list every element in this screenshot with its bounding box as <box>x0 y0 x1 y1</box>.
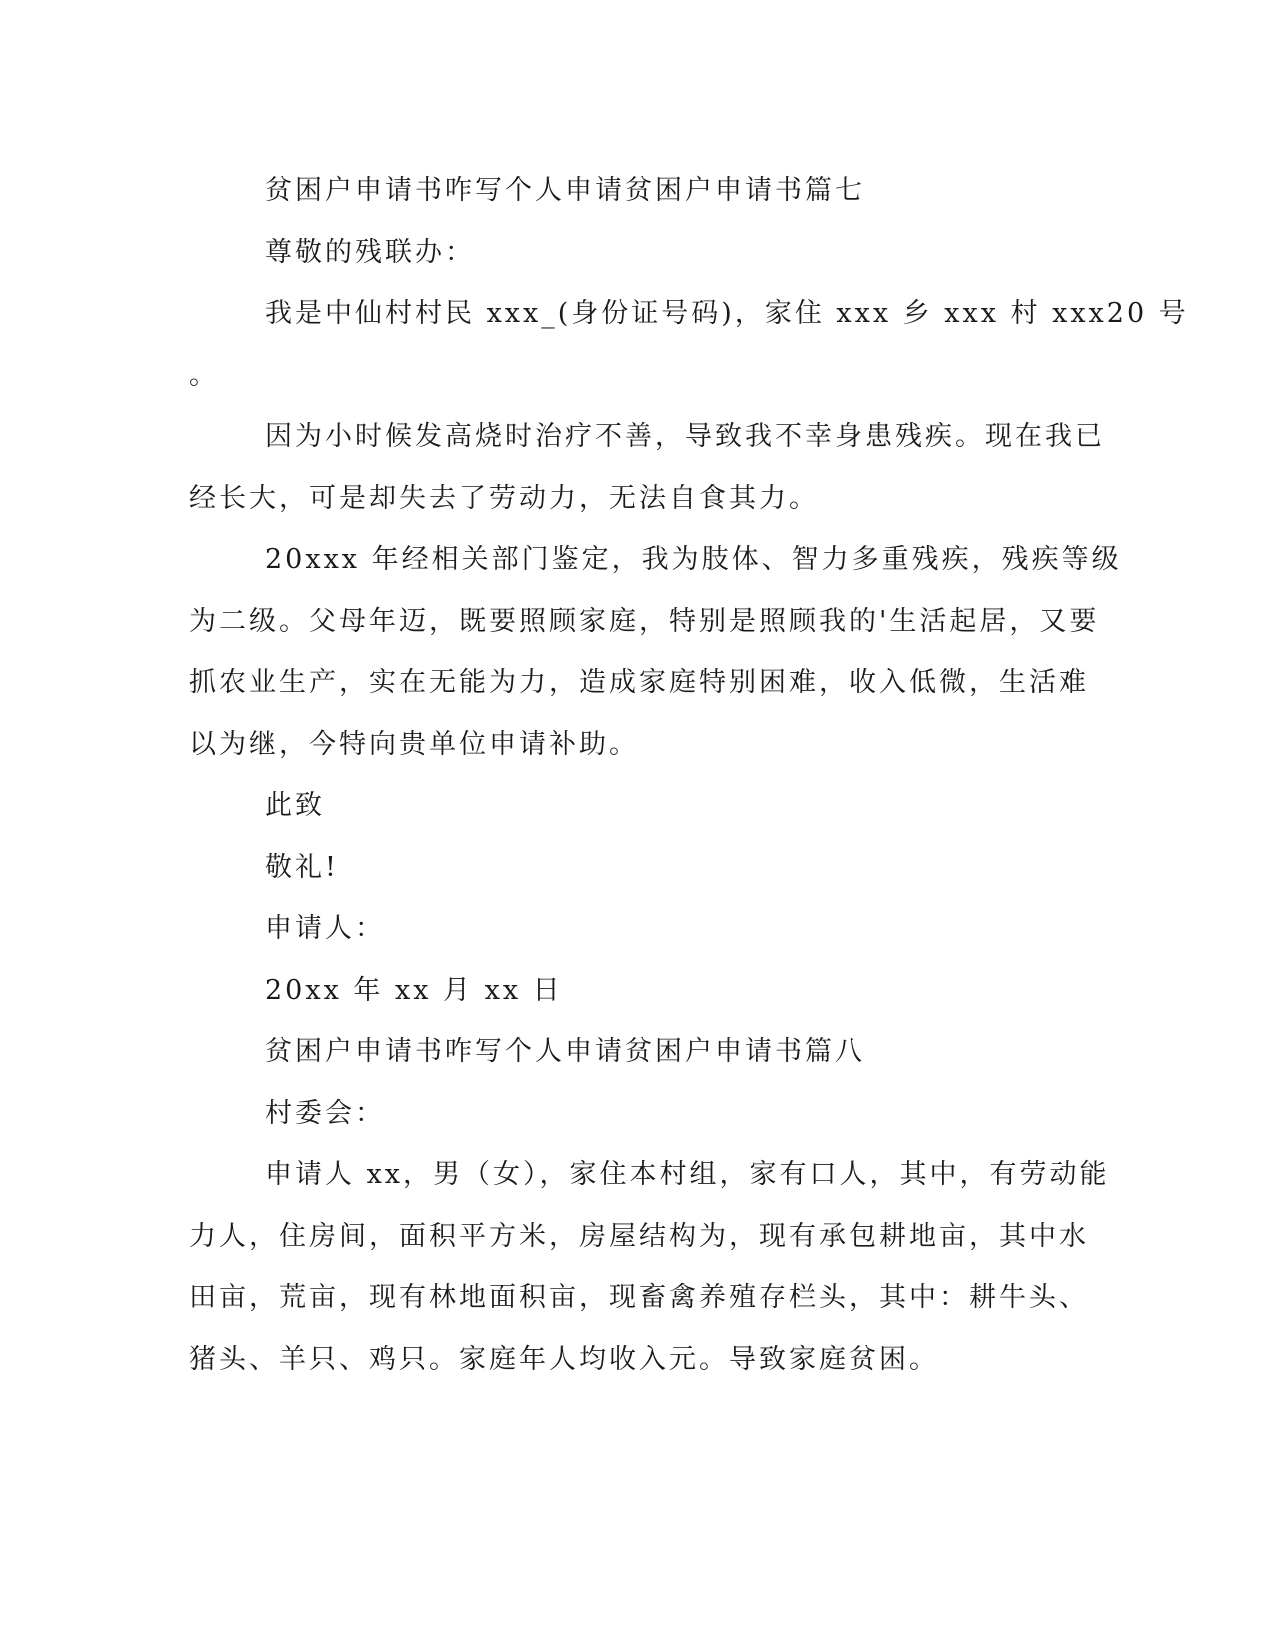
paragraph-line: 田亩，荒亩，现有林地面积亩，现畜禽养殖存栏头，其中：耕牛头、 <box>189 1282 1089 1313</box>
closing-line: 此致 <box>265 790 325 821</box>
paragraph-line: 申请人 xx，男（女），家住本村组，家有口人，其中，有劳动能 <box>265 1159 1110 1190</box>
paragraph-line: 。 <box>189 359 219 391</box>
document-body <box>189 160 1189 1390</box>
date-line: 20xx 年 xx 月 xx 日 <box>265 974 563 1006</box>
applicant-label: 申请人： <box>265 913 385 944</box>
section-title-8: 贫困户申请书咋写个人申请贫困户申请书篇八 <box>265 1036 865 1067</box>
paragraph-line: 经长大，可是却失去了劳动力，无法自食其力。 <box>189 482 819 514</box>
salutation: 村委会： <box>265 1097 385 1129</box>
paragraph-line: 我是中仙村村民 xxx_(身份证号码)，家住 xxx 乡 xxx 村 xxx20 号 <box>265 298 1189 329</box>
paragraph-line: 抓农业生产，实在无能为力，造成家庭特别困难，收入低微，生活难 <box>189 667 1089 698</box>
closing-regards: 敬礼! <box>265 851 339 883</box>
paragraph-line: 因为小时候发高烧时治疗不善，导致我不幸身患残疾。现在我已 <box>265 421 1105 452</box>
paragraph-line: 以为继，今特向贵单位申请补助。 <box>189 728 639 760</box>
paragraph-line: 为二级。父母年迈，既要照顾家庭，特别是照顾我的'生活起居，又要 <box>189 605 1100 637</box>
salutation: 尊敬的残联办： <box>265 236 475 268</box>
section-title-7: 贫困户申请书咋写个人申请贫困户申请书篇七 <box>265 175 865 206</box>
paragraph-line: 猪头、羊只、鸡只。家庭年人均收入元。导致家庭贫困。 <box>189 1343 939 1375</box>
paragraph-line: 20xxx 年经相关部门鉴定，我为肢体、智力多重残疾，残疾等级 <box>265 544 1122 575</box>
paragraph-line: 力人，住房间，面积平方米，房屋结构为，现有承包耕地亩，其中水 <box>189 1220 1089 1252</box>
